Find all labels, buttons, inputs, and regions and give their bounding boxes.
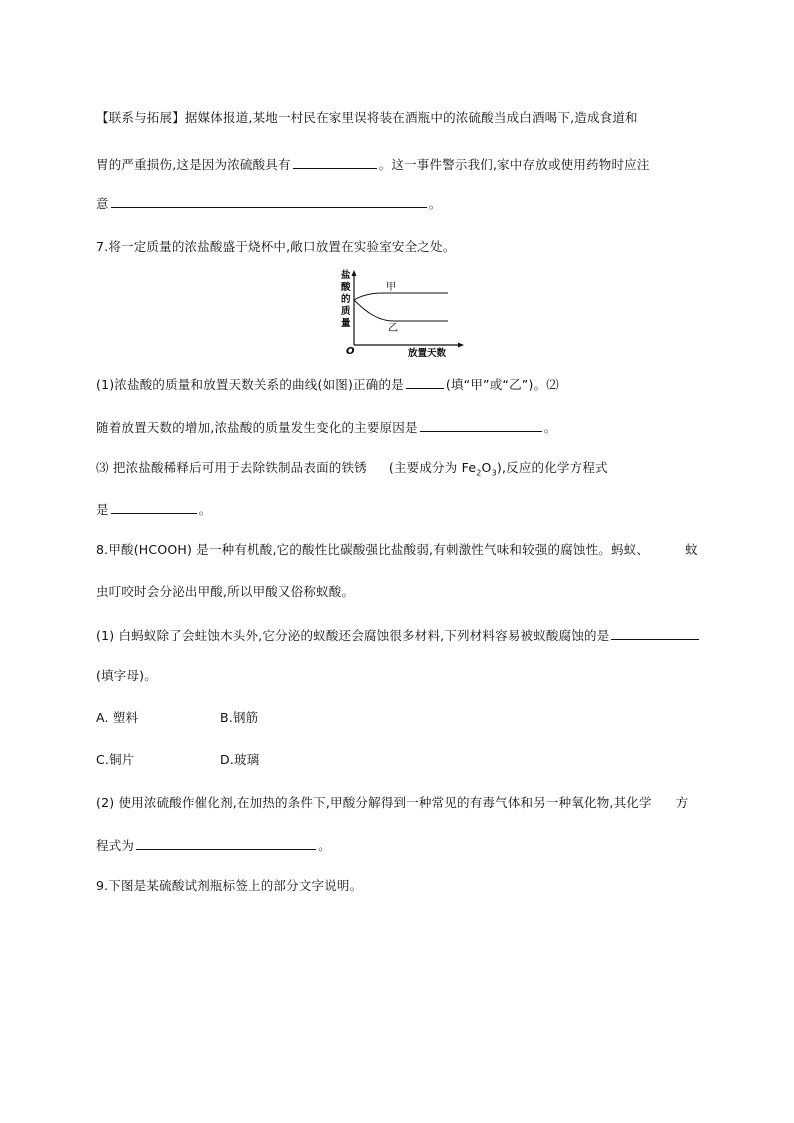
mass-vs-days-graph bbox=[336, 268, 466, 360]
answer-blank[interactable] bbox=[293, 155, 377, 169]
question-7-stem: 7.将一定质量的浓盐酸盛于烧杯中,敞口放置在实验室安全之处。 bbox=[96, 239, 456, 254]
answer-blank[interactable] bbox=[111, 194, 427, 208]
question-7-part-2: 随着放置天数的增加,浓盐酸的质量发生变化的主要原因是 。 bbox=[96, 420, 557, 435]
question-9-stem: 9.下图是某硫酸试剂瓶标签上的部分文字说明。 bbox=[96, 878, 363, 893]
option-c: C.铜片 bbox=[96, 752, 135, 767]
extension-line-1: 【联系与拓展】据媒体报道,某地一村民在家里误将装在酒瓶中的浓硫酸当成白酒喝下,造成食道和 bbox=[96, 110, 638, 125]
question-8-stem-1: 8.甲酸(HCOOH) 是一种有机酸,它的酸性比碳酸强比盐酸弱,有刺激性气味和较强的腐蚀性。蚂蚁、 蚊 bbox=[96, 542, 698, 557]
curve-yi-label: 乙 bbox=[388, 323, 398, 334]
option-a: A. 塑料 bbox=[96, 710, 139, 725]
y-axis-char: 量 bbox=[341, 318, 351, 329]
answer-blank[interactable] bbox=[611, 626, 699, 640]
question-8-stem-2: 虫叮咬时会分泌出甲酸,所以甲酸又俗称蚁酸。 bbox=[96, 584, 355, 599]
x-axis-arrow bbox=[458, 343, 464, 348]
extension-line-2: 胃的严重损伤,这是因为浓硫酸具有 。这一事件警示我们,家中存放或使用药物时应注 bbox=[96, 157, 650, 172]
y-axis-char: 酸 bbox=[341, 282, 351, 293]
curve-yi bbox=[354, 300, 448, 321]
option-d: D.玻璃 bbox=[220, 752, 260, 767]
y-axis-char: 的 bbox=[341, 294, 351, 305]
question-7-part-3: ⑶ 把浓盐酸稀释后可用于去除铁制品表面的铁锈 (主要成分为 $Fe_2O_3$),反应的化学方程式 bbox=[96, 460, 608, 478]
curve-jia bbox=[354, 293, 448, 300]
curve-jia-label: 甲 bbox=[386, 282, 396, 293]
answer-blank[interactable] bbox=[136, 836, 316, 850]
question-8-part-1: (1) 白蚂蚁除了会蛀蚀木头外,它分泌的蚁酸还会腐蚀很多材料,下列材料容易被蚁酸腐蚀的是 bbox=[96, 626, 701, 644]
origin-label: O bbox=[346, 346, 355, 357]
question-7-part-1: (1)浓盐酸的质量和放置天数关系的曲线(如图)正确的是 (填“甲”或“乙”)。⑵ bbox=[96, 377, 559, 392]
question-8-options-row-1 bbox=[96, 710, 258, 726]
extension-line-3: 意 。 bbox=[96, 196, 442, 211]
y-axis-char: 质 bbox=[341, 306, 351, 317]
question-8-part-2: (2) 使用浓硫酸作催化剂,在加热的条件下,甲酸分解得到一种常见的有毒气体和另一种氧化物,其化学 方 bbox=[96, 795, 689, 810]
x-axis-label: 放置天数 bbox=[408, 348, 447, 359]
y-axis-arrow bbox=[352, 270, 357, 276]
question-8-part-1-hint: (填字母)。 bbox=[96, 668, 157, 683]
question-8-part-2-equation: 程式为 。 bbox=[96, 838, 331, 853]
answer-blank[interactable] bbox=[111, 500, 197, 514]
question-7-part-3-equation: 是 。 bbox=[96, 502, 212, 517]
option-b: B.钢筋 bbox=[220, 710, 259, 725]
y-axis-char: 盐 bbox=[341, 270, 351, 281]
answer-blank[interactable] bbox=[420, 418, 542, 432]
mass-vs-days-figure bbox=[336, 268, 466, 360]
question-8-options-row-2 bbox=[96, 752, 259, 768]
answer-blank[interactable] bbox=[406, 375, 444, 389]
